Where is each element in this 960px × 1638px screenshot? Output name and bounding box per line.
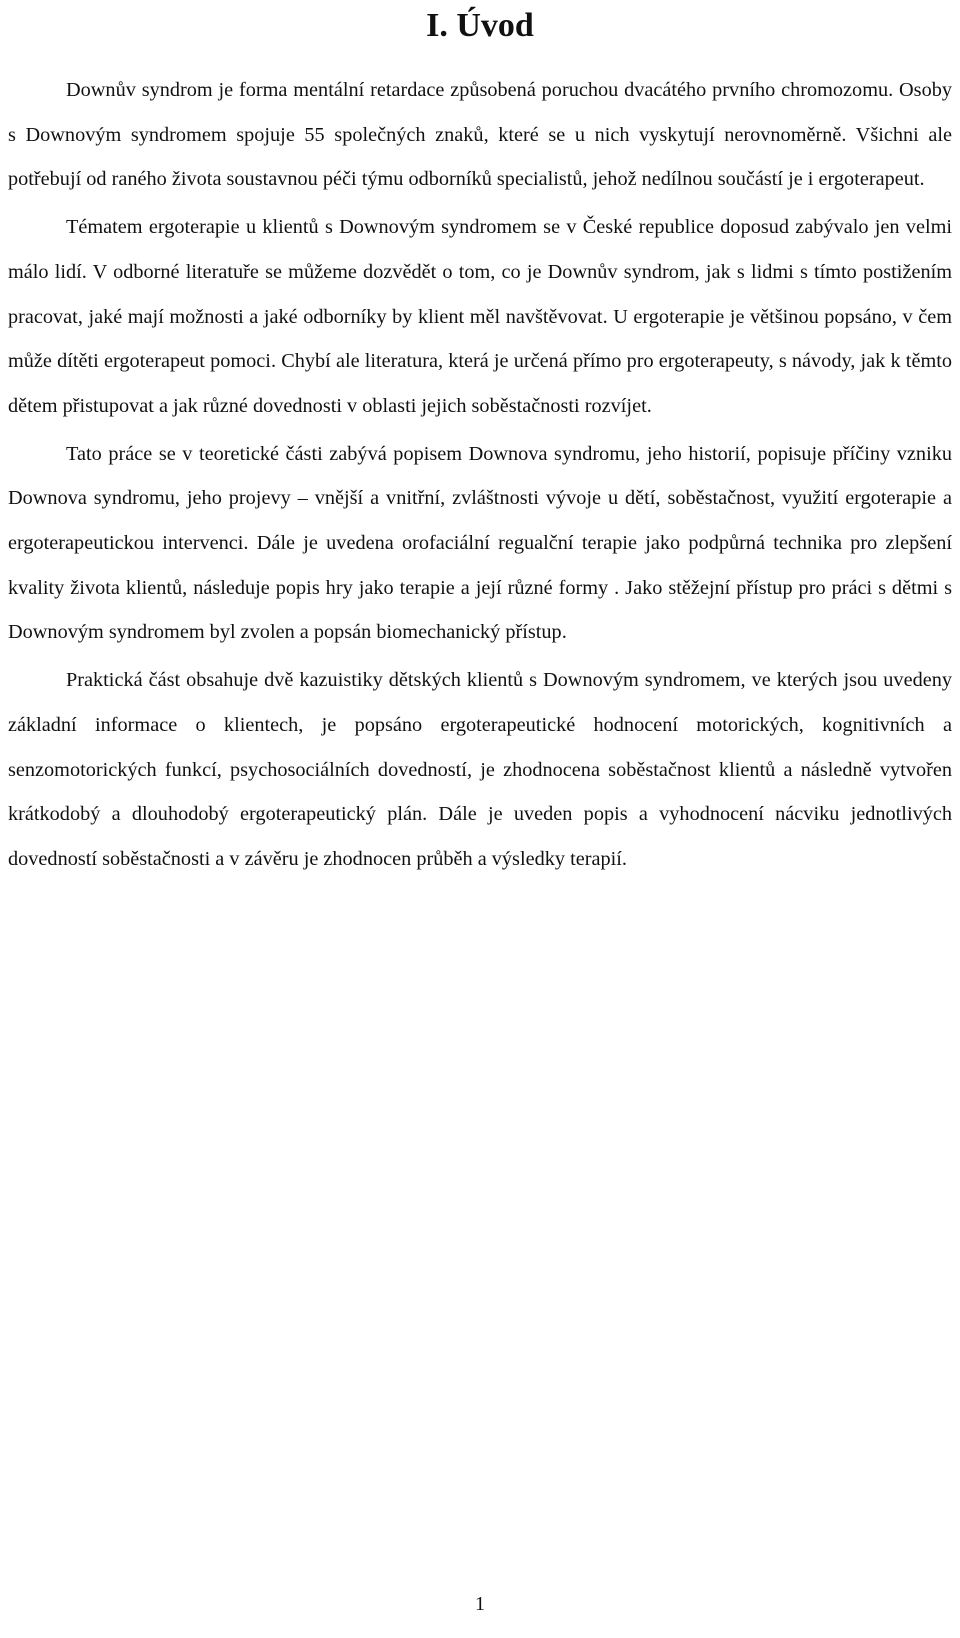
body-text bbox=[8, 68, 952, 885]
chapter-heading: I. Úvod bbox=[426, 7, 534, 44]
paragraph-2: Tématem ergoterapie u klientů s Downovým syndromem se v České republice doposud zabývalo jen velmi málo lidí. V odborné literatuře se můžeme dozvědět o tom, co je Downův syndrom, jak s lidmi s tímto postižením pracovat, jaké mají možnosti a jaké odborníky by klient měl navštěvovat. U ergoterapie je většinou popsáno, v čem může dítěti ergoterapeut pomoci. Chybí ale literatura, která je určená přímo pro ergoterapeuty, s návody, jak k těmto dětem přistupovat a jak různé dovednosti v oblasti jejich soběstačnosti rozvíjet. bbox=[8, 216, 952, 417]
paragraph-3: Tato práce se v teoretické části zabývá popisem Downova syndromu, jeho historií, popisuje příčiny vzniku Downova syndromu, jeho projevy – vnější a vnitřní, zvláštnosti vývoje u dětí, soběstačnost, využití ergoterapie a ergoterapeutickou intervenci. Dále je uvedena orofaciální regualční terapie jako podpůrná technika pro zlepšení kvality života klientů, následuje popis hry jako terapie a její různé formy . Jako stěžejní přístup pro práci s dětmi s Downovým syndromem byl zvolen a popsán biomechanický přístup. bbox=[8, 442, 952, 644]
paragraph-4: Praktická část obsahuje dvě kazuistiky dětských klientů s Downovým syndromem, ve kterých jsou uvedeny základní informace o klientech, je popsáno ergoterapeutické hodnocení motorických, kognitivních a senzomotorických funkcí, psychosociálních dovedností, je zhodnocena soběstačnost klientů a následně vytvořen krátkodobý a dlouhodobý ergoterapeutický plán. Dále je uveden popis a vyhodnocení nácviku jednotlivých dovedností soběstačnosti a v závěru je zhodnocen průběh a výsledky terapií. bbox=[8, 669, 952, 870]
page-number: 1 bbox=[475, 1593, 485, 1615]
paragraph-1: Downův syndrom je forma mentální retardace způsobená poruchou dvacátého prvního chromozomu. Osoby s Downovým syndromem spojuje 55 společných znaků, které se u nich vyskytují nerovnoměrně. Všichni ale potřebují od raného života soustavnou péči týmu odborníků specialistů, jehož nedílnou součástí je i ergoterapeut. bbox=[8, 79, 952, 191]
